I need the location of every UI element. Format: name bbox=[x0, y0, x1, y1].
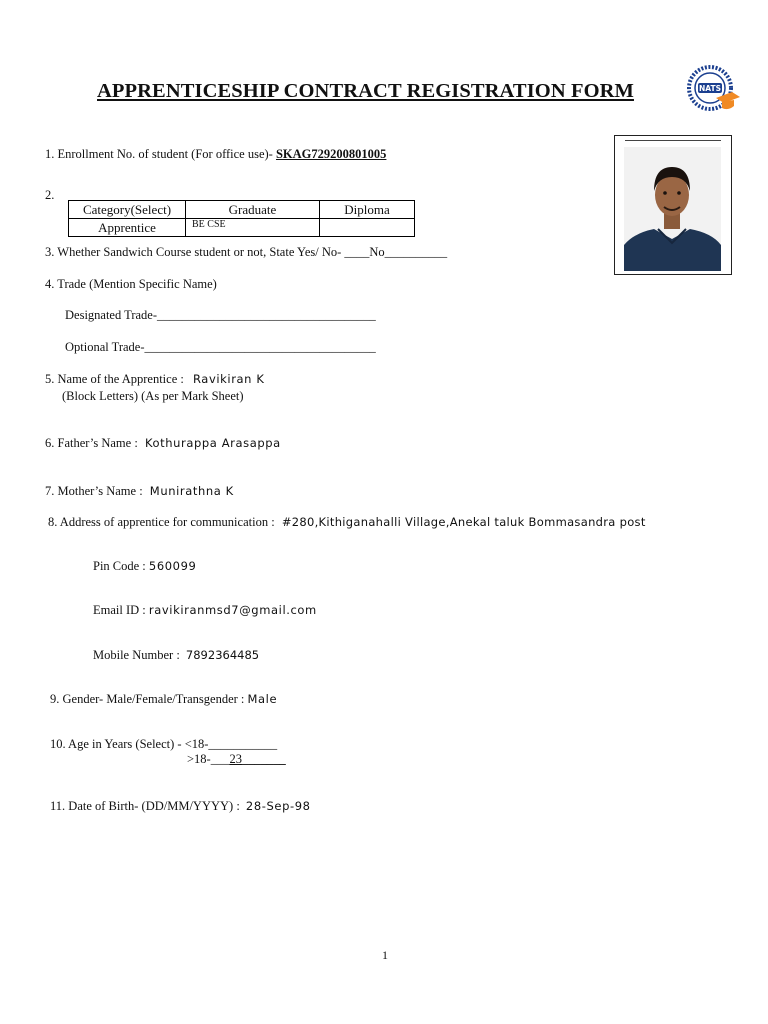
applicant-photo bbox=[624, 147, 721, 271]
apprentice-name-label: 5. Name of the Apprentice : bbox=[45, 372, 184, 386]
form-title: APPRENTICESHIP CONTRACT REGISTRATION FORM bbox=[97, 80, 634, 102]
mother-name-label: 7. Mother’s Name : bbox=[45, 484, 143, 498]
father-name-label: 6. Father’s Name : bbox=[45, 436, 138, 450]
trade-heading: 4. Trade (Mention Specific Name) bbox=[45, 277, 217, 291]
designated-trade-line: Designated Trade-___________________________________ bbox=[65, 308, 376, 322]
diploma-value bbox=[320, 219, 415, 237]
apprentice-name-value: Ravikiran K bbox=[192, 372, 265, 386]
category-value: Apprentice bbox=[69, 219, 186, 237]
address-value: #280,Kithiganahalli Village,Anekal taluk Bommasandra post bbox=[281, 515, 646, 529]
logo-text: NATS bbox=[698, 84, 722, 93]
sandwich-course-line: 3. Whether Sandwich Course student or not, State Yes/ No- ____No__________ bbox=[45, 245, 448, 259]
gender-value: Male bbox=[247, 692, 278, 706]
address-label: 8. Address of apprentice for communication : bbox=[48, 515, 275, 529]
graduate-value: BE CSE bbox=[186, 219, 320, 237]
mobile-label: Mobile Number : bbox=[93, 648, 180, 662]
age-line-under-18: 10. Age in Years (Select) - <18-___________ bbox=[50, 737, 278, 751]
apprentice-name-note: (Block Letters) (As per Mark Sheet) bbox=[62, 389, 244, 403]
father-name-value: Kothurappa Arasappa bbox=[144, 436, 281, 450]
pin-code-value: 560099 bbox=[148, 559, 197, 573]
email-label: Email ID : bbox=[93, 603, 146, 617]
diploma-header: Diploma bbox=[320, 201, 415, 219]
mobile-value: 7892364485 bbox=[185, 648, 260, 662]
dob-value: 28-Sep-98 bbox=[245, 799, 311, 813]
email-value: ravikiranmsd7@gmail.com bbox=[148, 603, 317, 617]
page-number: 1 bbox=[382, 948, 388, 962]
graduate-header: Graduate bbox=[186, 201, 320, 219]
dob-label: 11. Date of Birth- (DD/MM/YYYY) : bbox=[50, 799, 240, 813]
gender-label: 9. Gender- Male/Female/Transgender : bbox=[50, 692, 245, 706]
optional-trade-line: Optional Trade-_____________________________________ bbox=[65, 340, 376, 354]
age-value: 23 bbox=[229, 752, 242, 766]
enrollment-label: 1. Enrollment No. of student (For office use)- bbox=[45, 147, 273, 161]
category-header: Category(Select) bbox=[69, 201, 186, 219]
category-table bbox=[68, 200, 415, 237]
age-over-18-suffix: _______ bbox=[241, 752, 286, 766]
item-2-number: 2. bbox=[45, 188, 55, 202]
nats-logo bbox=[680, 64, 744, 114]
photo-caption-line bbox=[625, 140, 721, 141]
enrollment-value: SKAG729200801005 bbox=[275, 147, 387, 161]
mother-name-value: Munirathna K bbox=[149, 484, 234, 498]
pin-code-label: Pin Code : bbox=[93, 559, 146, 573]
age-over-18-prefix: >18-___ bbox=[187, 752, 230, 766]
